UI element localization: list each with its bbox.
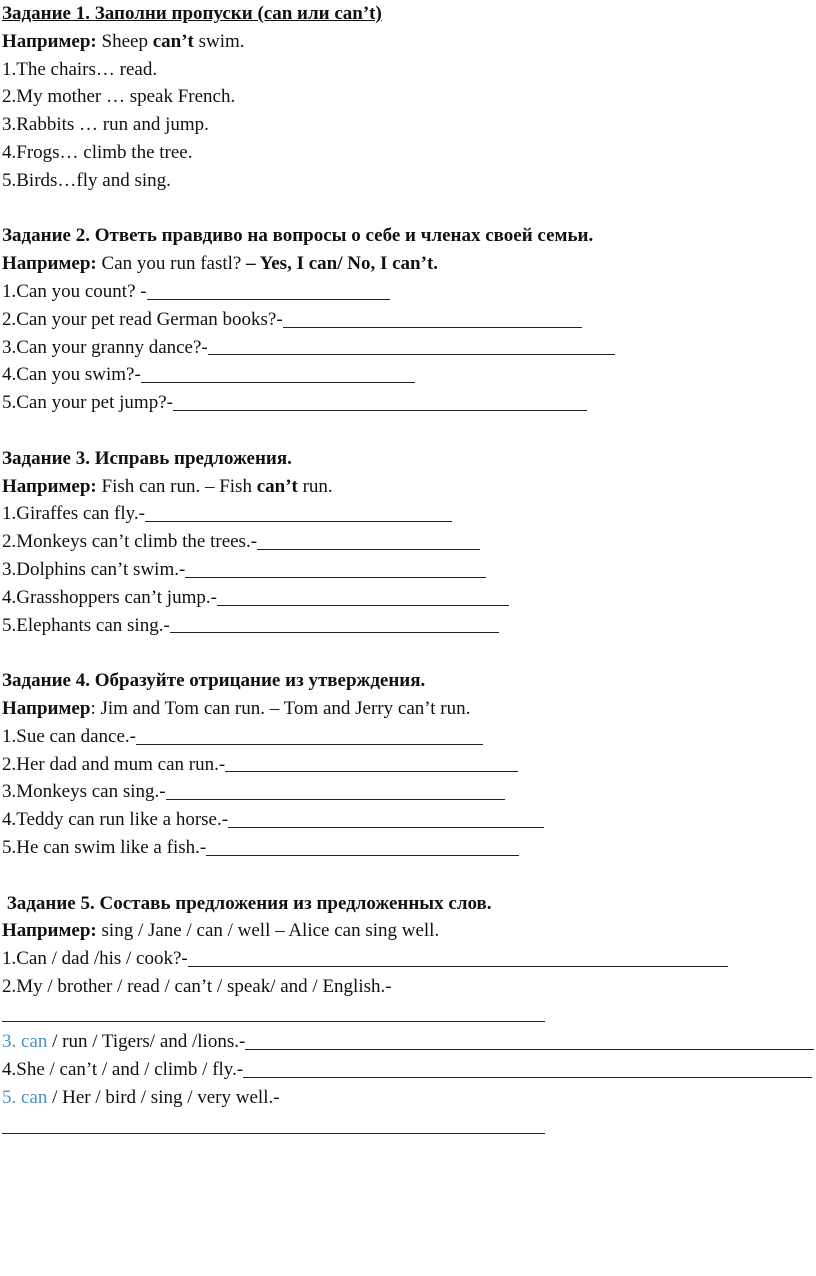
task4-item: [0, 723, 483, 751]
item-text: 4.Grasshoppers can’t jump.-: [2, 586, 217, 608]
task3-item: [0, 612, 499, 640]
answer-blank[interactable]: [283, 307, 582, 328]
item-text: 5.Elephants can sing.-: [2, 614, 170, 636]
item-text: / Her / bird / sing / very well.-: [47, 1087, 280, 1109]
task4-example: [0, 695, 816, 723]
answer-blank[interactable]: [147, 279, 390, 300]
answer-blank[interactable]: [145, 501, 452, 522]
answer-blank[interactable]: [228, 807, 544, 828]
answer-blank[interactable]: [188, 946, 728, 967]
task4-title: Задание 4. Образуйте отрицание из утверждения.: [2, 670, 426, 692]
task5-example: [0, 917, 816, 945]
task5-item: [0, 1056, 812, 1084]
task2-item: [0, 361, 415, 389]
answer-blank[interactable]: [257, 529, 480, 550]
task3-title: Задание 3. Исправь предложения.: [2, 447, 292, 469]
answer-blank[interactable]: [206, 835, 519, 856]
task3-item: [0, 584, 509, 612]
task5-item: [0, 1028, 814, 1056]
task2-title: Задание 2. Ответь правдиво на вопросы о себе и членах своей семьи.: [2, 225, 594, 247]
task1-item: 3.Rabbits … run and jump.: [2, 114, 209, 136]
answer-blank[interactable]: [2, 1113, 545, 1134]
item-text: 1.Sue can dance.-: [2, 725, 136, 747]
item-text: 2.Can your pet read German books?-: [2, 308, 283, 330]
item-text: 1.Giraffes can fly.-: [2, 503, 145, 525]
task5-item: [0, 1084, 816, 1112]
answer-blank[interactable]: [166, 779, 505, 800]
item-text: 2.Her dad and mum can run.-: [2, 753, 226, 775]
task3-item: [0, 500, 452, 528]
task3-item: [0, 556, 486, 584]
task1-example: [0, 28, 816, 56]
item-text: 4.Teddy can run like a horse.-: [2, 809, 229, 831]
example-text: sing / Jane / can / well – Alice can sing well.: [96, 920, 440, 942]
example-label: Например:: [2, 253, 97, 275]
item-text: 5.Can your pet jump?-: [2, 392, 173, 414]
answer-blank[interactable]: [136, 724, 483, 745]
task2-item: [0, 306, 582, 334]
answer-blank[interactable]: [245, 1029, 814, 1050]
example-bold: can’t: [256, 475, 298, 497]
example-text: Fish can run. – Fish: [96, 475, 257, 497]
item-text: 3.Can your granny dance?-: [2, 336, 208, 358]
item-text: 1.Can you count? -: [2, 280, 147, 302]
task1-item: 1.The chairs… read.: [2, 58, 158, 80]
example-bold: can’t: [152, 30, 194, 52]
task1-item: 2.My mother … speak French.: [2, 86, 236, 108]
example-text: : Jim and Tom can run. – Tom and Jerry can’t run.: [90, 697, 471, 719]
answer-blank[interactable]: [217, 585, 509, 606]
task2-example: [0, 250, 816, 278]
task5-item: [0, 945, 728, 973]
example-label: Например: [2, 697, 91, 719]
item-text: 2.Monkeys can’t climb the trees.-: [2, 531, 258, 553]
answer-blank[interactable]: [208, 334, 615, 355]
answer-blank[interactable]: [225, 751, 518, 772]
item-text: 4.She / can’t / and / climb / fly.-: [2, 1059, 244, 1081]
task4-item: [0, 834, 519, 862]
answer-blank[interactable]: [243, 1057, 812, 1078]
task5-item5-blank-line: [0, 1112, 545, 1140]
task2-item: [0, 334, 615, 362]
task1-title: Задание 1. Заполни пропуски (can или can’t): [2, 3, 382, 24]
answer-blank[interactable]: [185, 557, 486, 578]
item-text: 5.He can swim like a fish.-: [2, 836, 207, 858]
example-text: run.: [297, 475, 333, 497]
item-number-blue: 5. can: [2, 1087, 48, 1109]
example-label: Например:: [2, 30, 97, 52]
answer-blank[interactable]: [173, 390, 587, 411]
example-bold: – Yes, I can/ No, I can’t.: [246, 253, 439, 275]
task1-item: 4.Frogs… climb the tree.: [2, 141, 193, 163]
task5-title: Задание 5. Составь предложения из предложенных слов.: [2, 892, 492, 914]
item-number-blue: 3. can: [2, 1031, 48, 1053]
item-text: / run / Tigers/ and /lions.-: [47, 1031, 246, 1053]
item-text: 3.Monkeys can sing.-: [2, 781, 166, 803]
task4-item: [0, 778, 505, 806]
item-text: 3.Dolphins can’t swim.-: [2, 558, 186, 580]
item-text: 4.Can you swim?-: [2, 364, 141, 386]
task1-item: 5.Birds…fly and sing.: [2, 169, 171, 191]
task4-item: [0, 806, 544, 834]
example-text: swim.: [193, 30, 245, 52]
example-text: Can you run fastl?: [96, 253, 247, 275]
task4-item: [0, 751, 518, 779]
task5-item2-blank-line: [0, 1001, 545, 1029]
task2-item: [0, 278, 390, 306]
answer-blank[interactable]: [170, 612, 499, 633]
answer-blank[interactable]: [2, 1001, 545, 1022]
example-label: Например:: [2, 920, 97, 942]
task3-item: [0, 528, 480, 556]
task5-item: 2.My / brother / read / can’t / speak/ and / English.-: [2, 975, 392, 997]
task2-item: [0, 389, 587, 417]
answer-blank[interactable]: [141, 362, 415, 383]
example-label: Например:: [2, 475, 97, 497]
task3-example: [0, 473, 816, 501]
item-text: 1.Can / dad /his / cook?-: [2, 948, 188, 970]
example-text: Sheep: [96, 30, 153, 52]
